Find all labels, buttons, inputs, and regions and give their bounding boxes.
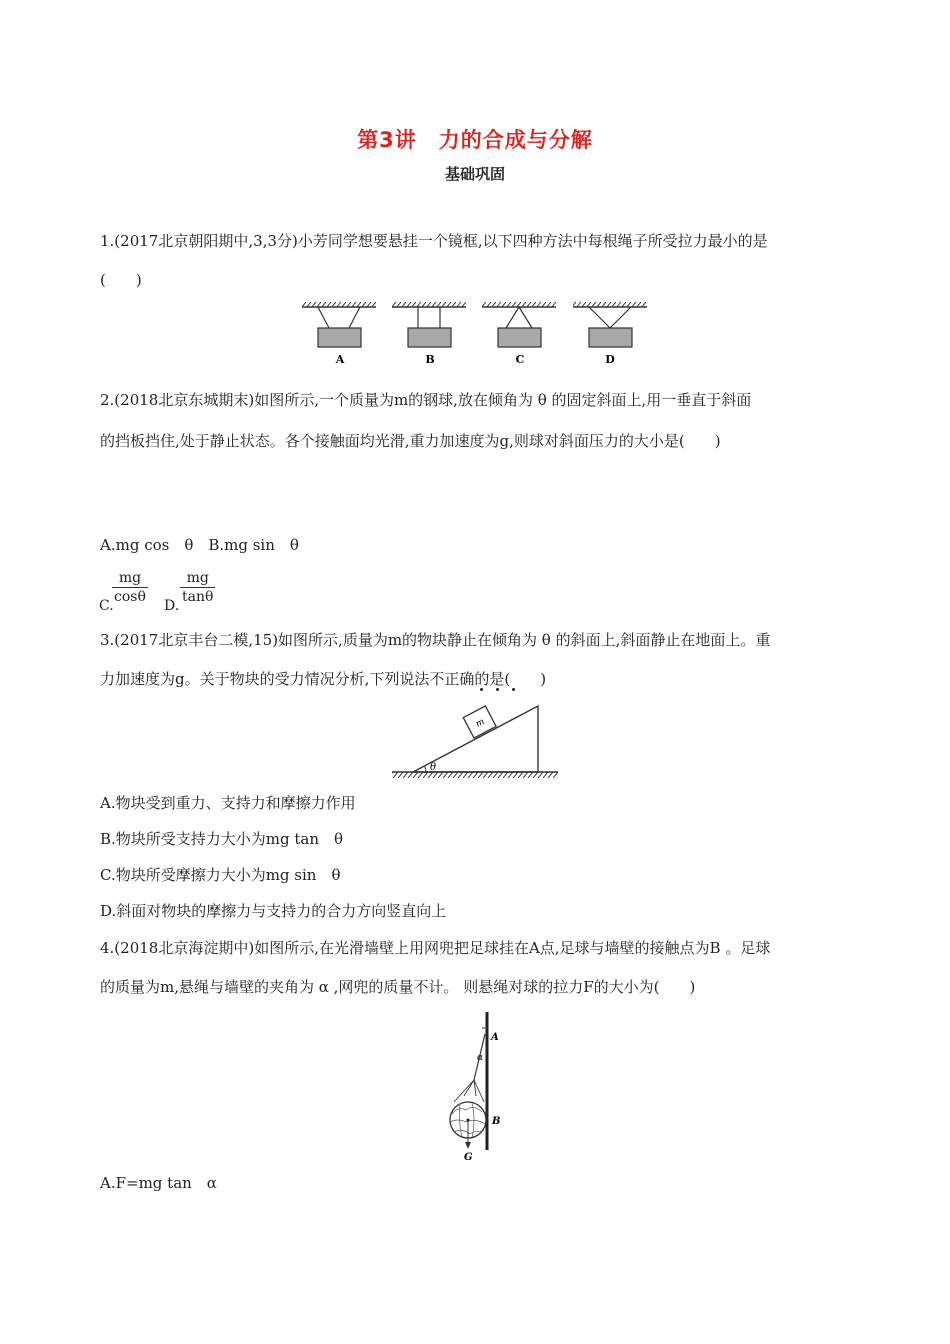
q1-stem-line1: 1.(2017北京朝阳期中,3,3分)小芳同学想要悬挂一个镜框,以下四种方法中每根绳子所受拉力最小的是 bbox=[100, 232, 768, 250]
q1-stem-line2: ( ) bbox=[100, 271, 142, 289]
q1-figure-a bbox=[302, 302, 376, 347]
q1-figure-d bbox=[573, 302, 647, 347]
q1-label-d: D bbox=[605, 353, 615, 366]
emphasis-dot bbox=[496, 688, 499, 691]
q1-label-a: A bbox=[335, 353, 345, 366]
q2-option-c-fraction bbox=[112, 569, 148, 606]
q2-option-d-denominator: tanθ bbox=[182, 589, 214, 605]
label-b: B bbox=[492, 1116, 501, 1127]
q4-stem-line2: 的质量为m,悬绳与墙壁的夹角为 α ,网兜的质量不计。 则悬绳对球的拉力F的大小为( ) bbox=[100, 978, 696, 996]
q1-label-b: B bbox=[425, 353, 435, 366]
q2-option-c-denominator: cosθ bbox=[114, 589, 146, 605]
angle-arc bbox=[425, 766, 427, 772]
q2-stem-line1: 2.(2018北京东城期末)如图所示,一个质量为m的钢球,放在倾角为 θ 的固定斜面上,用一垂直于斜面 bbox=[100, 391, 752, 409]
q2-option-d-numerator: mg bbox=[180, 569, 215, 588]
q2-option-d-fraction bbox=[180, 569, 215, 606]
block-label: m bbox=[474, 716, 487, 730]
q1-label-c: C bbox=[515, 353, 525, 366]
q3-incline-figure bbox=[388, 700, 560, 782]
label-a: A bbox=[491, 1032, 499, 1043]
q1-figure bbox=[296, 296, 656, 368]
q1-figure-b bbox=[392, 302, 466, 347]
q3-option-b: B.物块所受支持力大小为mg tan θ bbox=[100, 830, 344, 848]
net-strings bbox=[454, 1080, 484, 1102]
section-heading: 基础巩固 bbox=[444, 165, 505, 183]
q2-option-c-label: C. bbox=[99, 598, 114, 614]
q3-option-a: A.物块受到重力、支持力和摩擦力作用 bbox=[100, 794, 356, 812]
label-g: G bbox=[464, 1152, 473, 1162]
ground-hatch bbox=[392, 772, 558, 778]
q4-option-a: A.F=mg tan α bbox=[100, 1174, 217, 1192]
q1-figure-c bbox=[482, 302, 556, 347]
arrow-head bbox=[465, 1142, 471, 1149]
q4-football-figure bbox=[436, 1010, 512, 1162]
emphasis-dot bbox=[512, 688, 515, 691]
q3-stem-line1: 3.(2017北京丰台二模,15)如图所示,质量为m的物块静止在倾角为 θ 的斜面上,斜面静止在地面上。重 bbox=[100, 631, 771, 649]
q3-option-c: C.物块所受摩擦力大小为mg sin θ bbox=[100, 866, 341, 884]
q2-stem-line2: 的挡板挡住,处于静止状态。各个接触面均光滑,重力加速度为g,则球对斜面压力的大小是( ) bbox=[100, 432, 721, 450]
emphasis-dot bbox=[480, 688, 483, 691]
block-m bbox=[463, 706, 496, 738]
page-title: 第3讲 力的合成与分解 bbox=[357, 128, 593, 152]
q2-option-d-label: D. bbox=[164, 598, 180, 614]
q2-option-c-numerator: mg bbox=[112, 569, 148, 588]
q3-option-d: D.斜面对物块的摩擦力与支持力的合力方向竖直向上 bbox=[100, 902, 447, 920]
q4-stem-line1: 4.(2018北京海淀期中)如图所示,在光滑墙壁上用网兜把足球挂在A点,足球与墙壁的接触点为B 。足球 bbox=[100, 939, 771, 957]
q2-option-ab: A.mg cos θ B.mg sin θ bbox=[100, 536, 299, 554]
label-alpha: α bbox=[477, 1053, 484, 1063]
q3-stem-line2: 力加速度为g。关于物块的受力情况分析,下列说法不正确的是( ) bbox=[100, 670, 547, 688]
angle-label: θ bbox=[430, 762, 437, 773]
